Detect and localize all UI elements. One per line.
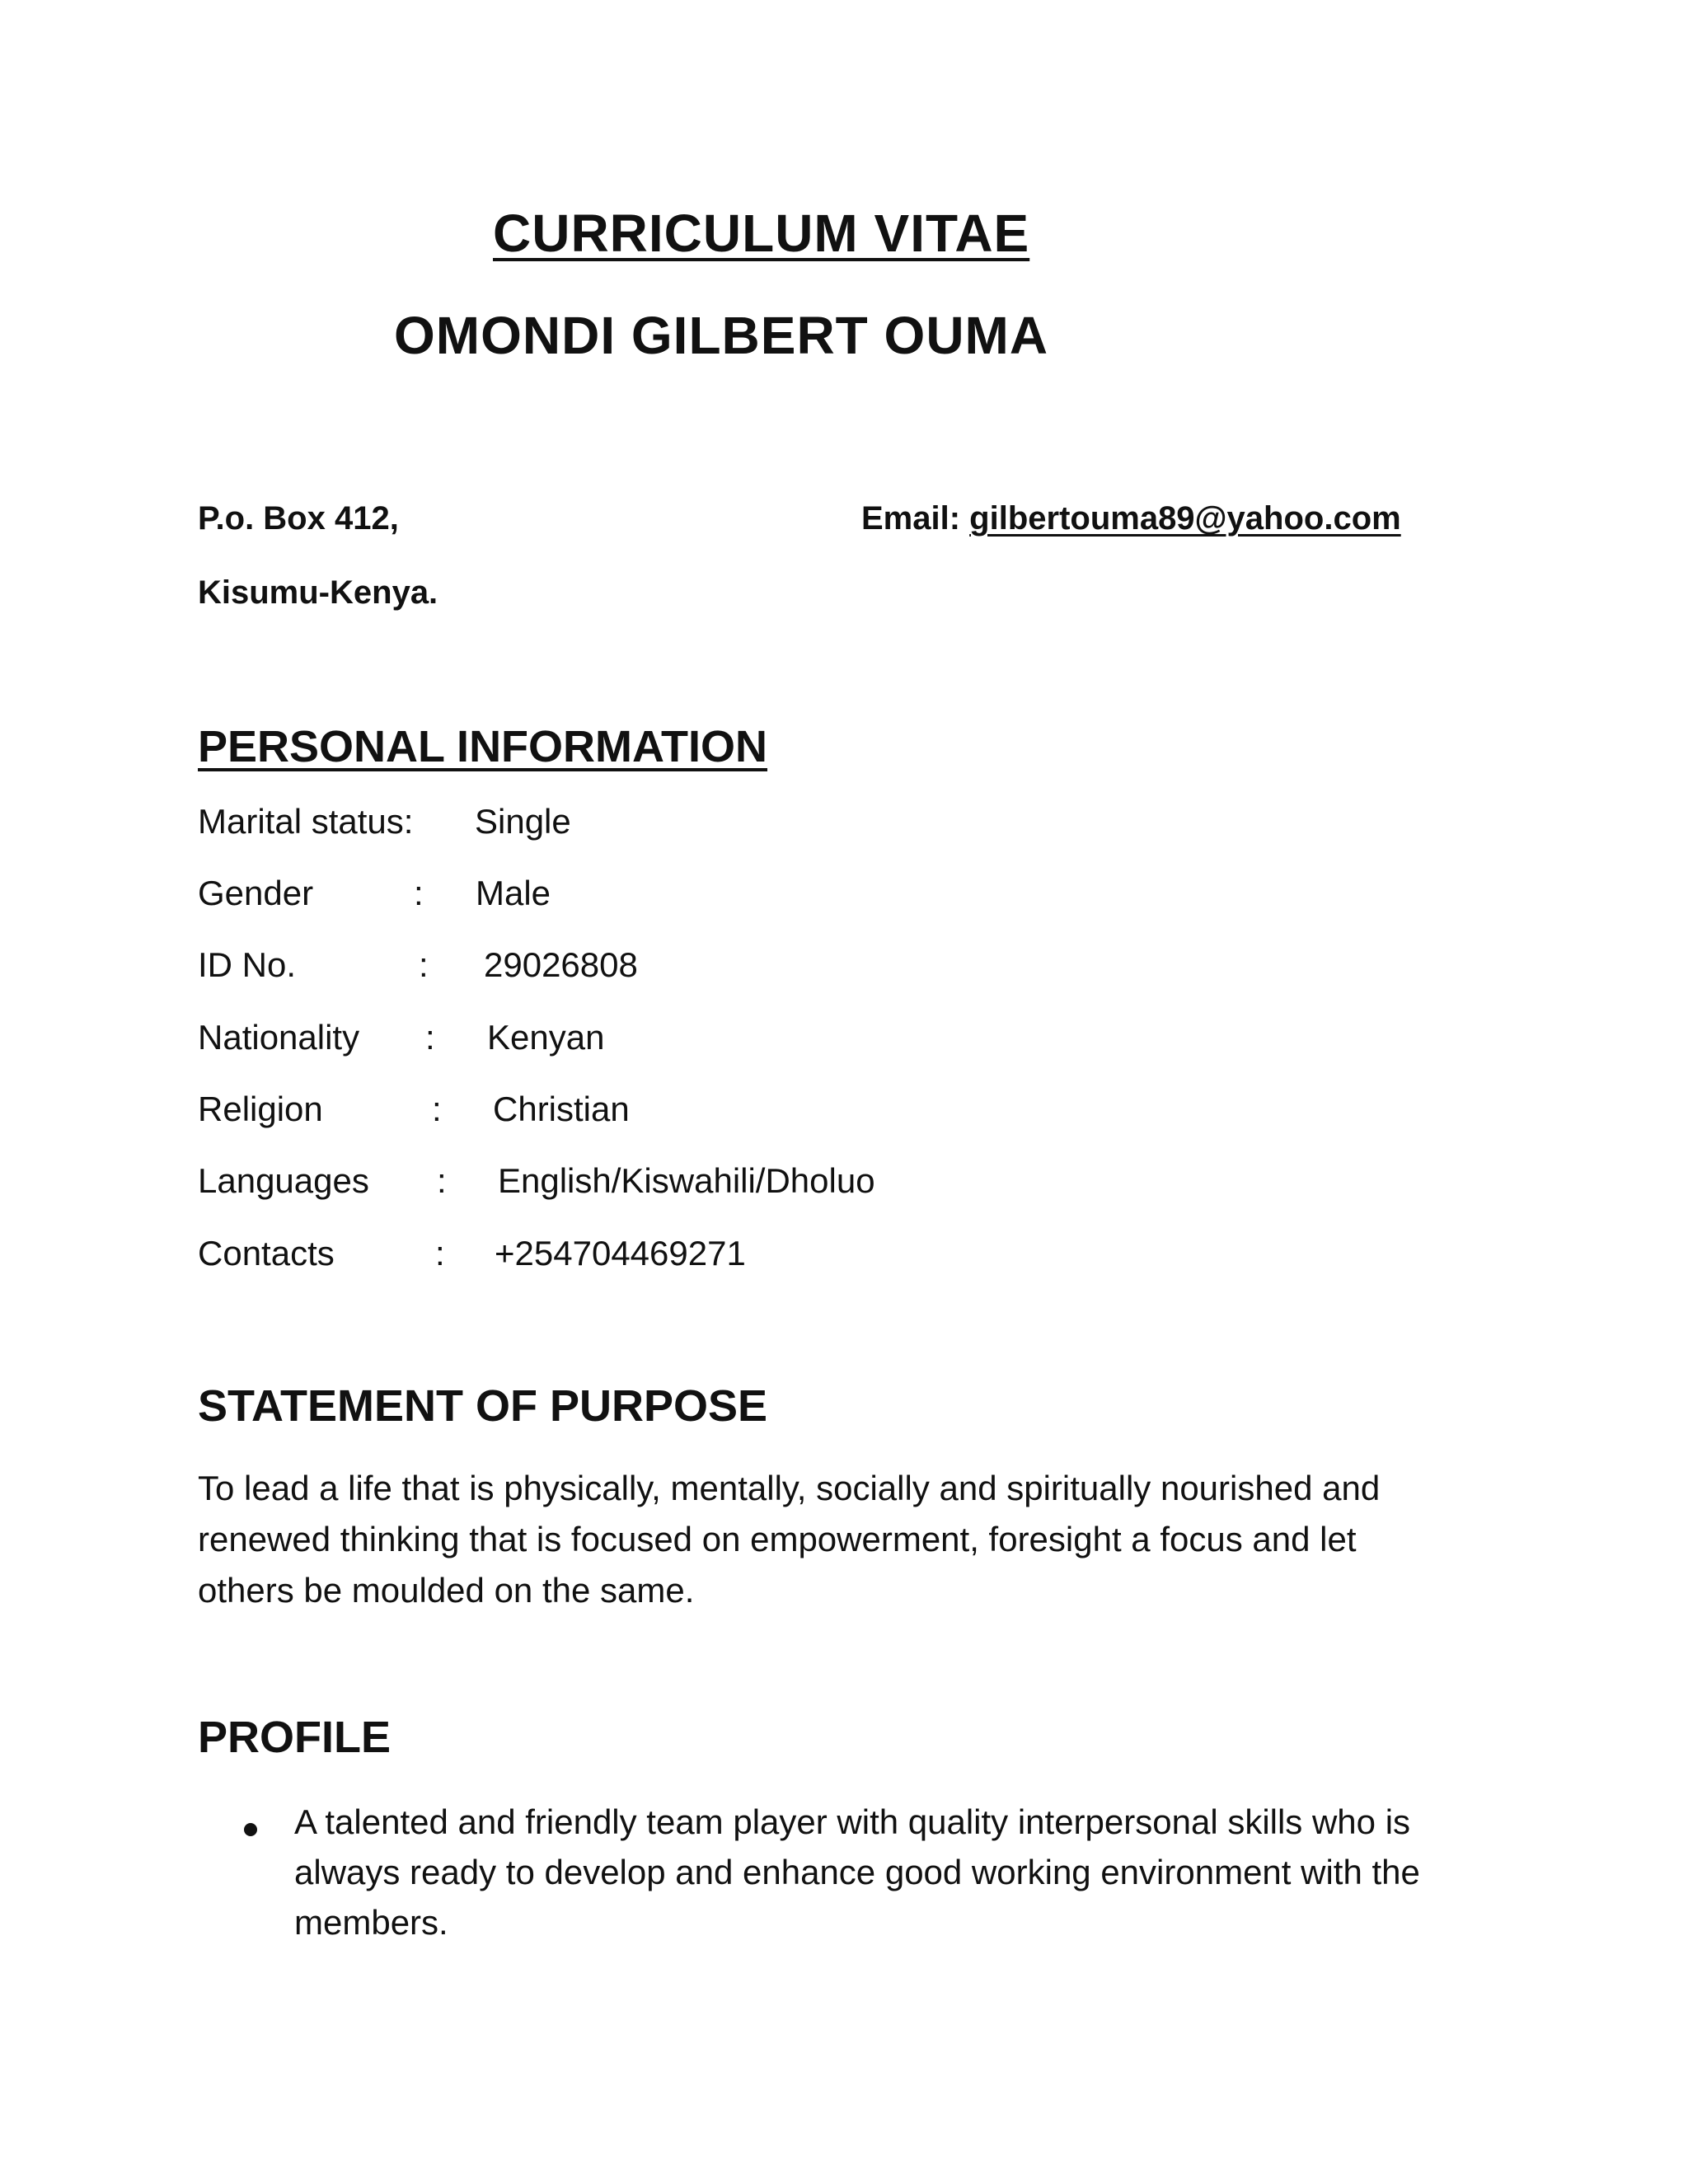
info-label: Nationality [198, 1018, 360, 1057]
bullet-point-icon [244, 1823, 257, 1836]
info-colon: : [425, 1018, 435, 1057]
info-label: Languages [198, 1161, 369, 1200]
statement-line: renewed thinking that is focused on empowerment, foresight a focus and let [198, 1520, 1357, 1558]
document-title: CURRICULUM VITAE [493, 204, 1030, 263]
statement-of-purpose-text [198, 1463, 1380, 1616]
info-value: English/Kiswahili/Dholuo [498, 1161, 875, 1200]
profile-bullet-line: members. [294, 1903, 448, 1942]
info-label: Religion [198, 1090, 323, 1128]
profile-heading: PROFILE [198, 1713, 392, 1762]
profile-bullet-line: always ready to develop and enhance good working environment with the [294, 1853, 1420, 1891]
statement-line: To lead a life that is physically, mentally, socially and spiritually nourished and [198, 1469, 1381, 1507]
info-colon: : [419, 945, 429, 984]
profile-bullet-item [294, 1797, 1420, 1947]
statement-line: others be moulded on the same. [198, 1571, 695, 1610]
statement-of-purpose-heading: STATEMENT OF PURPOSE [198, 1381, 768, 1431]
info-colon: : [437, 1161, 447, 1200]
email-block [861, 500, 1401, 537]
candidate-name: OMONDI GILBERT OUMA [394, 306, 1049, 365]
info-colon: : [435, 1234, 445, 1272]
info-colon: : [432, 1090, 442, 1128]
address-line-2: Kisumu-Kenya. [198, 574, 438, 611]
info-value: Male [476, 874, 551, 912]
info-label: ID No. [198, 945, 297, 984]
info-value: Christian [493, 1090, 630, 1128]
info-label: Marital status: [198, 802, 414, 841]
email-label: Email: [861, 500, 970, 537]
info-value: +254704469271 [495, 1234, 746, 1272]
info-value: 29026808 [484, 945, 638, 984]
info-value: Kenyan [487, 1018, 605, 1057]
info-label: Gender [198, 874, 314, 912]
address-line-1: P.o. Box 412, [198, 500, 399, 537]
info-label: Contacts [198, 1234, 335, 1272]
personal-information-heading: PERSONAL INFORMATION [198, 722, 768, 771]
info-colon: : [414, 874, 424, 912]
profile-bullet-line: A talented and friendly team player with quality interpersonal skills who is [294, 1802, 1411, 1841]
email-link[interactable]: gilbertouma89@yahoo.com [969, 500, 1401, 537]
info-value: Single [475, 802, 571, 841]
